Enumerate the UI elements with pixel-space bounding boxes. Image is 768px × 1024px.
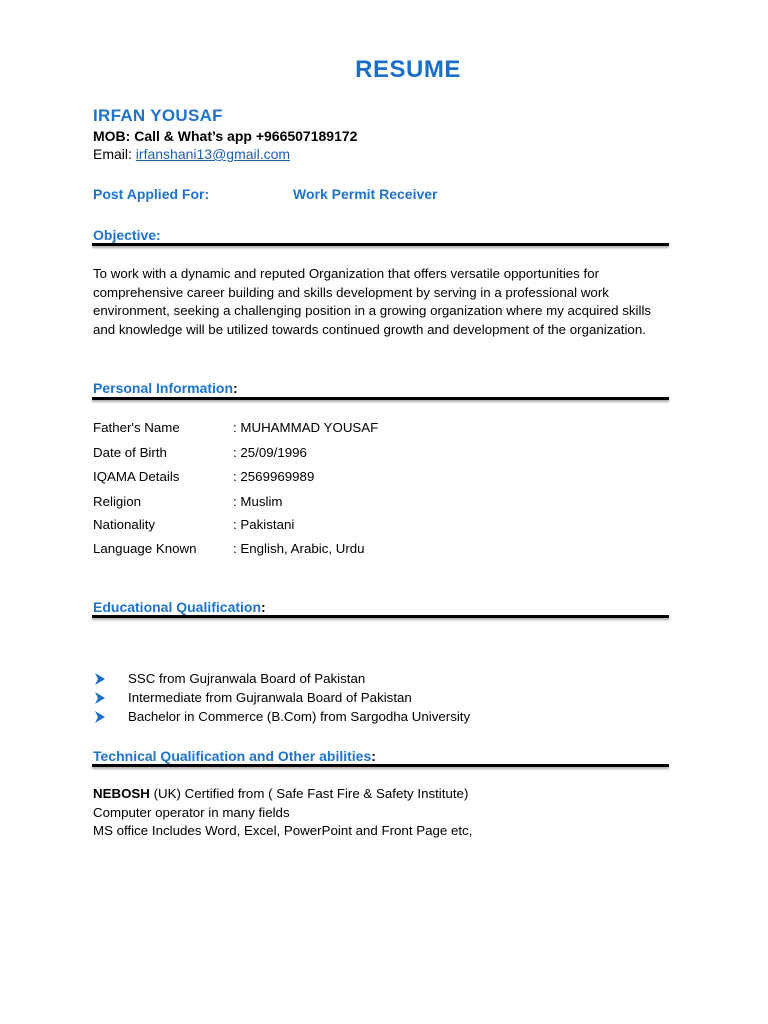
post-applied-label: Post Applied For: (93, 186, 210, 202)
technical-line-nebosh (93, 786, 468, 801)
candidate-name: IRFAN YOUSAF (93, 106, 223, 125)
education-heading: Educational Qualification: (93, 599, 266, 615)
section-divider (92, 615, 669, 618)
info-value: : 2569969989 (233, 469, 315, 484)
objective-heading: Objective: (93, 227, 161, 243)
email-line (93, 146, 290, 162)
nebosh-label: NEBOSH (93, 786, 150, 801)
info-label: Date of Birth (93, 445, 167, 460)
objective-text: To work with a dynamic and reputed Organization that offers versatile opportunities for comprehensive career building and skills development by serving in a professional work environment, seeking a challenging position in a growing organization where my acquired skills and knowledge will be utilized towards continued growth and development of the organization. (93, 266, 652, 337)
education-item (93, 709, 593, 727)
section-divider (92, 764, 669, 767)
email-label: Email: (93, 146, 132, 162)
technical-line: MS office Includes Word, Excel, PowerPoint and Front Page etc, (93, 823, 473, 838)
info-label: Language Known (93, 541, 197, 556)
info-value: : Pakistani (233, 517, 295, 532)
section-divider (92, 397, 669, 400)
education-item-text: Bachelor in Commerce (B.Com) from Sargodha University (128, 709, 471, 724)
info-value: : 25/09/1996 (233, 445, 307, 460)
arrow-bullet-icon (93, 710, 107, 724)
personal-info-heading: Personal Information: (93, 380, 238, 396)
education-item (93, 671, 593, 689)
education-item-text: Intermediate from Gujranwala Board of Pakistan (128, 690, 412, 705)
resume-title: RESUME (355, 56, 461, 83)
info-label: IQAMA Details (93, 469, 180, 484)
info-value: : MUHAMMAD YOUSAF (233, 420, 379, 435)
technical-heading: Technical Qualification and Other abilities: (93, 748, 376, 764)
arrow-bullet-icon (93, 672, 107, 686)
education-item (93, 690, 593, 708)
education-heading-text: Educational Qualification (93, 599, 262, 615)
info-label: Nationality (93, 517, 156, 532)
info-value: : English, Arabic, Urdu (233, 541, 365, 556)
email-link[interactable]: irfanshani13@gmail.com (135, 146, 291, 162)
arrow-bullet-icon (93, 691, 107, 705)
objective-heading-text: Objective (93, 227, 157, 243)
technical-heading-text: Technical Qualification and Other abilities (93, 748, 372, 764)
nebosh-detail: (UK) Certified from ( Safe Fast Fire & Safety Institute) (149, 786, 469, 801)
section-divider (92, 243, 669, 246)
mobile-number: MOB: Call & What’s app +966507189172 (93, 128, 358, 144)
post-applied-value: Work Permit Receiver (293, 186, 438, 202)
info-label: Father's Name (93, 420, 180, 435)
info-label: Religion (93, 494, 142, 509)
personal-info-heading-text: Personal Information (93, 380, 234, 396)
education-item-text: SSC from Gujranwala Board of Pakistan (128, 671, 366, 686)
info-value: : Muslim (233, 494, 283, 509)
technical-line: Computer operator in many fields (93, 805, 290, 820)
